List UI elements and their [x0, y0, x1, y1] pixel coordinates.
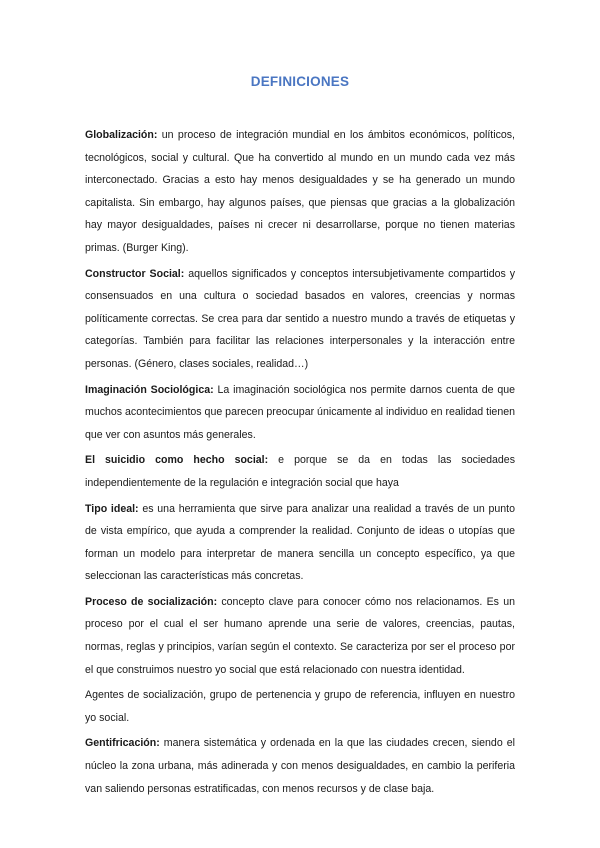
definition-globalizacion: [85, 124, 515, 260]
definition-text: concepto clave para conocer cómo nos relacionamos. Es un proceso por el cual el ser humano aprende una serie de valores, creencias, pautas, normas, reglas y principios, varían según el contexto. Se caracteriza por ser el proceso por el que construimos nuestro yo social que está relacionado con nuestra identidad.: [85, 595, 515, 676]
definition-term: Globalización:: [85, 129, 158, 141]
definition-text: un proceso de integración mundial en los ámbitos económicos, políticos, tecnológicos, social y cultural. Que ha convertido al mundo en un mundo cada vez más interconectado. Gracias a esto hay menos desigualdades y se ha generado un mundo capitalista. Sin embargo, hay algunos países, que piensas que gracias a la globalización hay mayor desigualdades, países ni crecer ni desarrollarse, porque no tienen materias primas. (Burger King).: [85, 129, 515, 254]
definition-term: Imaginación Sociológica:: [85, 383, 214, 396]
definition-constructor-social: [85, 263, 515, 376]
definition-term: Gentifricación:: [85, 737, 160, 750]
definition-proceso-socializacion: [85, 591, 515, 681]
definitions-list: [85, 124, 515, 803]
definition-term: El suicidio como hecho social:: [85, 454, 269, 467]
definition-text: es una herramienta que sirve para analizar una realidad a través de un punto de vista empírico, que ayuda a comprender la realidad. Conjunto de ideas o utopías que forman un modelo para interpretar de manera sencilla un concepto específico, ya que seleccionan las características más concretas.: [85, 502, 515, 583]
definition-text: Agentes de socialización, grupo de pertenencia y grupo de referencia, influyen en nuestro yo social.: [85, 689, 515, 724]
definition-term: Constructor Social:: [85, 267, 185, 280]
definition-gentrificacion: [85, 732, 515, 800]
document-title: DEFINICIONES: [250, 74, 350, 89]
definition-text: manera sistemática y ordenada en la que las ciudades crecen, siendo el núcleo la zona urbana, más adinerada y con menos desigualdades, en cambio la periferia van saliendo personas estratificadas, con menos recursos y de clase baja.: [85, 737, 515, 795]
definition-tipo-ideal: [85, 498, 515, 588]
definition-term: Tipo ideal:: [85, 502, 139, 515]
definition-suicidio-hecho-social: [85, 449, 515, 494]
definition-agentes-socializacion: [85, 684, 515, 729]
definition-term: Proceso de socialización:: [85, 595, 218, 608]
definition-text: aquellos significados y conceptos intersubjetivamente compartidos y consensuados en una cultura o sociedad basados en valores, creencias y normas políticamente correctas. Se crea para dar sentido a nuestro mundo a través de etiquetas y categorías. También para facilitar las relaciones interpersonales y la interacción entre personas. (Género, clases sociales, realidad…): [85, 267, 515, 370]
definition-text: La imaginación sociológica nos permite darnos cuenta de que muchos acontecimientos que parecen preocupar únicamente al individuo en realidad tienen que ver con asuntos más generales.: [85, 383, 515, 441]
definition-text: e porque se da en todas las sociedades independientemente de la regulación e integración social que haya: [85, 454, 515, 489]
definition-imaginacion-sociologica: [85, 379, 515, 447]
